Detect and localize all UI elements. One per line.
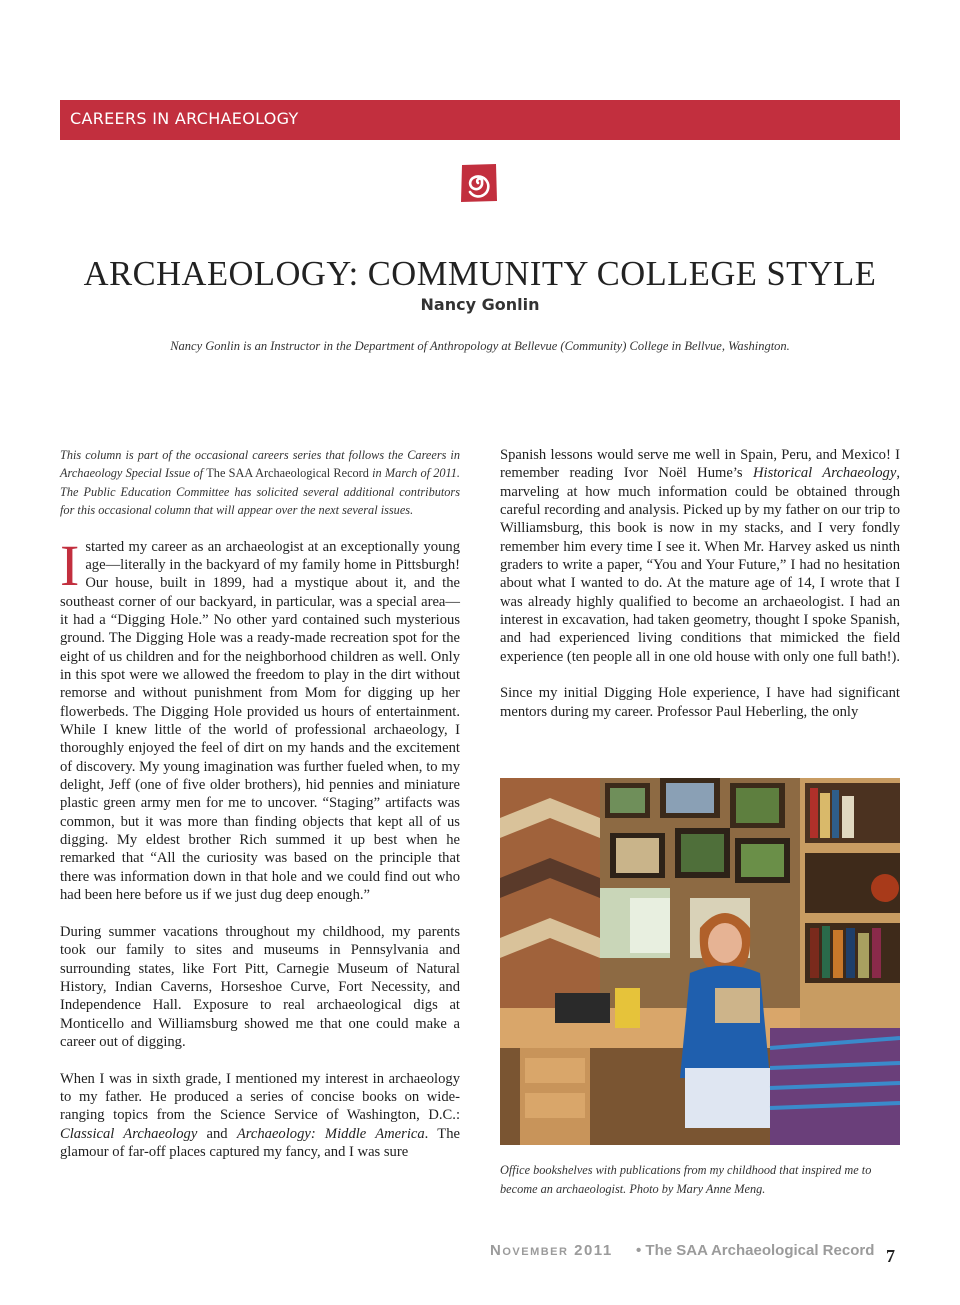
footer-issue-date: November 2011 bbox=[490, 1242, 613, 1259]
right-column bbox=[500, 446, 900, 740]
spiral-logo-icon bbox=[459, 162, 499, 204]
office-photo bbox=[500, 778, 900, 1145]
section-label: CAREERS IN ARCHAEOLOGY bbox=[70, 109, 299, 128]
page-number: 7 bbox=[886, 1246, 895, 1266]
intro-note: This column is part of the occasional careers series that follows the Careers in Archaeology Special Issue of The SAA Archaeological Record in March of 2011. The Public Education Committee has solicited several additional contributors for this occasional column that will appear over the next several issues. bbox=[60, 448, 461, 518]
left-column bbox=[60, 446, 460, 1180]
section-header-bar bbox=[60, 100, 900, 140]
body-paragraph: Spanish lessons would serve me well in Spain, Peru, and Mexico! I remember reading Ivor Noël Hume’s Historical Archaeology, marveling at how much information could be obtained through careful recording and analysis. Picked up by my father on our trip to Williamsburg, this book is now in my stacks, and I very fondly remember him every time I see it. When Mr. Harvey asked us ninth graders to write a paper, “You and Your Future,” I had no hesitation about what I wanted to do. At the mature age of 14, I wrote that I was already highly qualified to become an archaeologist. I had an interest in excavation, had taken geometry, thought I spoke Spanish, and had experienced living conditions that mimicked the field experience (ten people all in one old house with only one full bath!). bbox=[500, 447, 900, 665]
book-title: Archaeology: Middle America bbox=[236, 1125, 425, 1142]
body-paragraph: When I was in sixth grade, I mentioned my interest in archaeology to my father. He produced a series of concise books on wide-ranging topics from the Science Service of Washington, D.C.: Classical Archaeology and Archaeology: Middle America. The glamour of far-off places captured my fancy, and I was sure bbox=[60, 1070, 460, 1160]
body-paragraph: Since my initial Digging Hole experience, I have had significant mentors during my career. Professor Paul Heberling, the only bbox=[500, 685, 900, 720]
drop-cap: I bbox=[60, 532, 80, 598]
author-bio: Nancy Gonlin is an Instructor in the Department of Anthropology at Bellevue (Community) College in Bellvue, Washington. bbox=[170, 339, 790, 353]
book-title: Classical Archaeology bbox=[60, 1125, 198, 1142]
body-paragraph: During summer vacations throughout my childhood, my parents took our family to sites and museums in Pennsylvania and surrounding states, like Fort Pitt, Carnegie Museum of Natural History, Indian Caverns, Horseshoe Curve, Fort Necessity, and Independence Hall. Exposure to real archaeological digs at Monticello and Williamsburg showed me that one could make a career out of digging. bbox=[60, 923, 460, 1050]
book-title: Historical Archaeology bbox=[752, 465, 897, 482]
footer-publication: • The SAA Archaeological Record bbox=[636, 1242, 875, 1259]
article-author: Nancy Gonlin bbox=[420, 295, 540, 314]
body-paragraph: Istarted my career as an archaeologist at an exceptionally young age—literally in the backyard of my family home in Pittsburgh! Our house, built in 1899, had a mystique about it, and the southeast corner of our backyard, in particular, was a special area—it had a “Digging Hole.” No other yard contained such mysterious ground. The Digging Hole was a ready-made recreation spot for the eight of us children and for the neighborhood children as well. Only in this spot were we allowed the freedom to play in the dirt without remorse and without punishment from Mom for digging up her flowerbeds. The Digging Hole provided us hours of entertainment. While I knew little of the world of professional archaeology, I thoroughly enjoyed the feel of dirt on my hands and the excitement of discovery. My young imagination was further fueled when, to my delight, Jeff (one of five older brothers), hid pennies and miniature plastic green army men for me to uncover. “Staging” artifacts was common, but it was more than finding objects that kept all of us digging. My eldest brother Rich summed it up best when he remarked that “All the curiosity was based on the principle that there was information down in that hole and we could find out who had been here before us if we just dug deep enough.” bbox=[60, 532, 460, 904]
photo-caption: Office bookshelves with publications from my childhood that inspired me to become an archaeologist. Photo by Mary Anne Meng. bbox=[500, 1163, 872, 1196]
article-title: ARCHAEOLOGY: COMMUNITY COLLEGE STYLE bbox=[83, 255, 877, 294]
publication-name: The SAA Archaeological Record bbox=[206, 466, 369, 481]
